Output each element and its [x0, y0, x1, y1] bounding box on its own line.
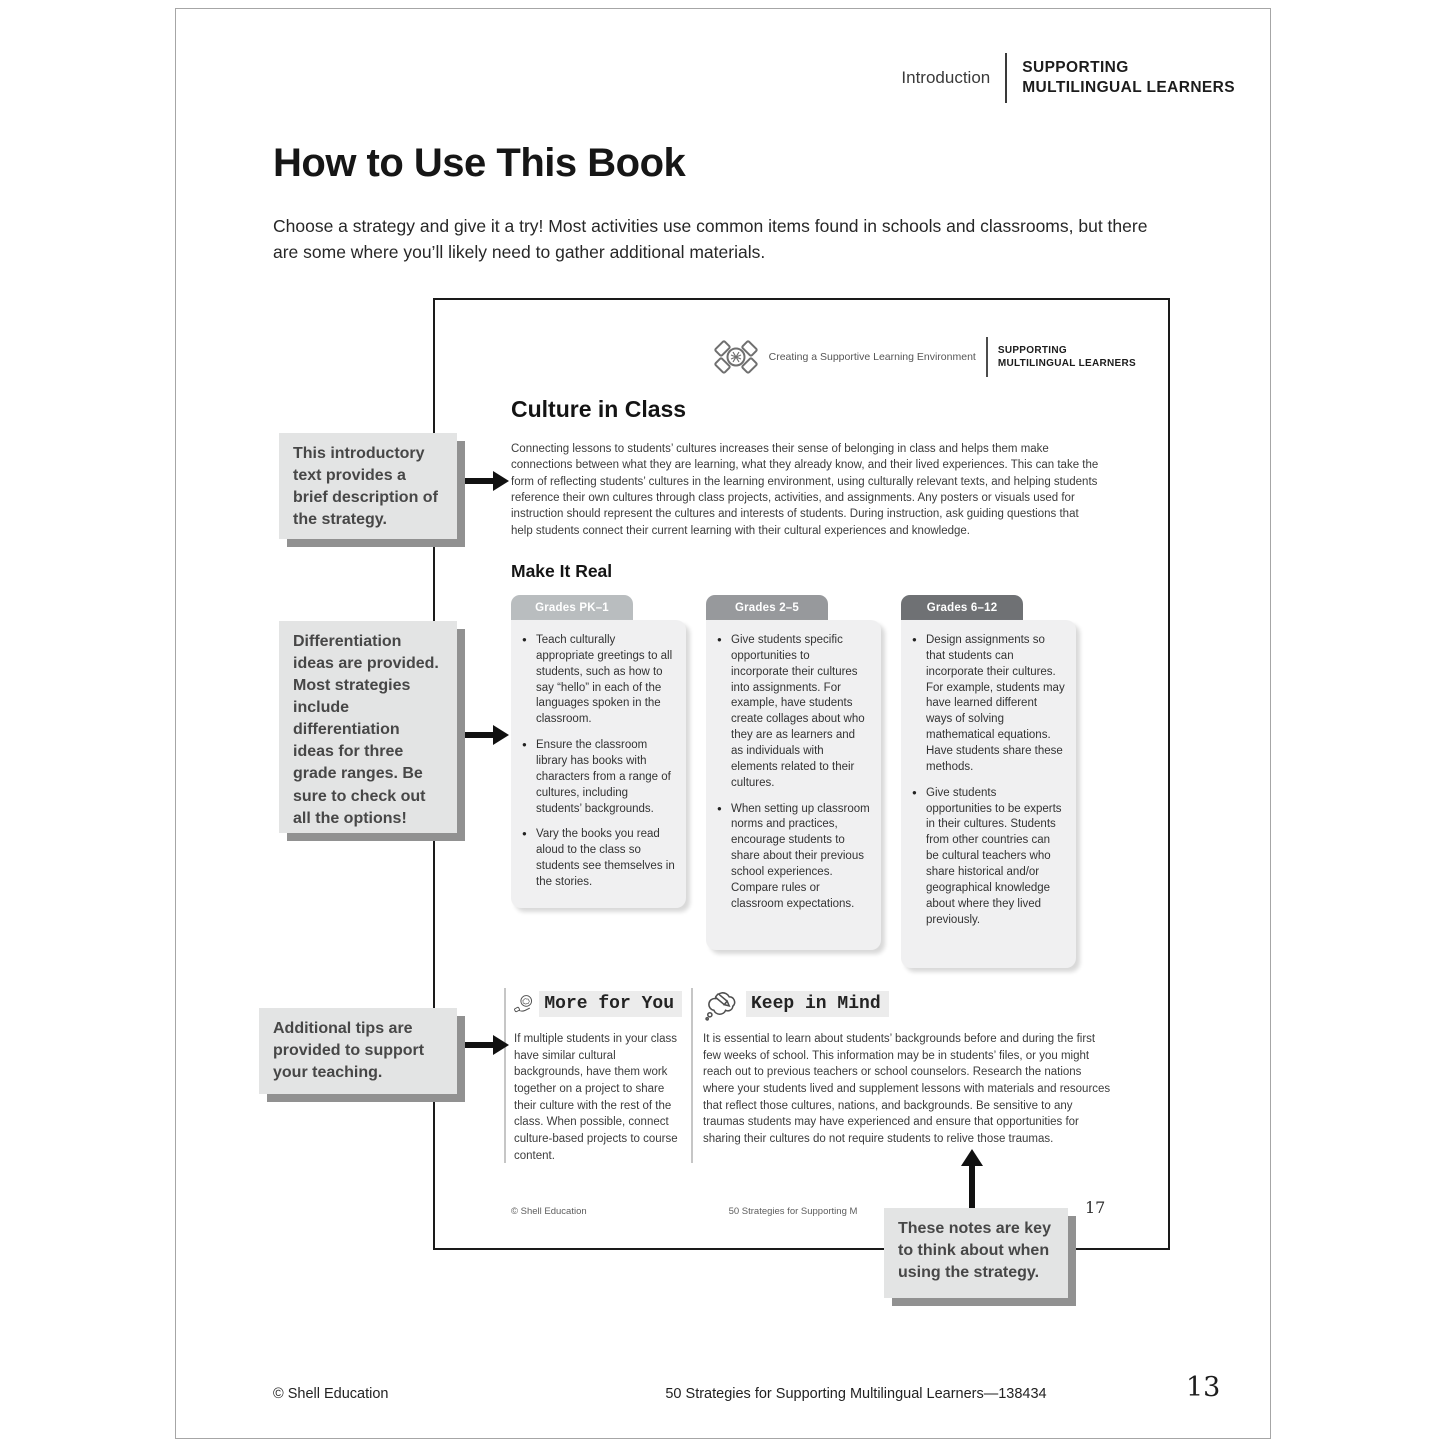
grade-column-6-12 [901, 595, 1076, 968]
brand-line1: SUPPORTING [1022, 58, 1129, 76]
grade-card-6-12 [901, 620, 1076, 968]
brand-title [1022, 58, 1235, 98]
grade-column-2-5 [706, 595, 881, 968]
keep-in-mind-text: It is essential to learn about students’ backgrounds before and during the first few weeks of school. This information may be in students’ files, or you might reach out to previous teachers or school counselors. Research the nations where your students lived and supplement lessons with materials and resources that reflect those cultures, nations, and backgrounds. Be sensitive to any traumas students may have experienced and ensure that opportunities for sharing their cultures do not require students to relive those traumas. [703, 1033, 1111, 1146]
more-for-you-text: If multiple students in your class have similar cultural backgrounds, have them work together on a project to share their culture with the rest of the class. When possible, connect culture-based projects to course content. [514, 1033, 678, 1162]
footer-page-number: 13 [1186, 1372, 1221, 1403]
sample-brand-title [998, 344, 1136, 371]
pencil-thought-bubble-icon [703, 986, 741, 1022]
callout-intro-note: This introductory text provides a brief description of the strategy. [279, 433, 457, 539]
tip-divider-bar [504, 988, 506, 1163]
bullet-item: ● Vary the books you read aloud to the class so students see themselves in the stories. [522, 827, 675, 890]
sample-brand-line1: SUPPORTING [997, 344, 1067, 356]
bullet-item: ● Design assignments so that students can incorporate their cultures. For example, students may have learned different ways of solving mathematical equations. Have students share these methods. [912, 633, 1065, 776]
grade-tab-6-12: Grades 6–12 [901, 595, 1023, 620]
callout-differentiation-note: Differentiation ideas are provided. Most strategies include differentiation ideas for three grade ranges. Be sure to check out all the options! [279, 621, 457, 833]
more-for-you-header [514, 986, 682, 1022]
running-header [901, 53, 1235, 103]
keep-in-mind-section [703, 986, 1111, 1148]
book-page [175, 8, 1271, 1439]
sample-header-divider [986, 337, 988, 377]
footer-book-title: 50 Strategies for Supporting Multilingual Learners—138434 [665, 1386, 1047, 1402]
bullet-item: ● Teach culturally appropriate greetings to all students, such as how to say “hello” in each of the languages spoken in the classroom. [522, 633, 675, 728]
grade-tab-2-5: Grades 2–5 [706, 595, 828, 620]
brand-line2: MULTILINGUAL LEARNERS [1022, 79, 1235, 96]
sample-brand-line2: MULTILINGUAL LEARNERS [997, 358, 1136, 369]
sample-footer-page-number: 17 [1085, 1198, 1106, 1217]
intro-paragraph: Choose a strategy and give it a try! Most activities use common items found in schools and classrooms, but there are some where you’ll likely need to gather additional materials. [273, 216, 1148, 263]
strategy-description: Connecting lessons to students’ cultures increases their sense of belonging in class and helps them make connections between what they are learning, what they already know, and their lived experiences. This can take the form of reflecting students’ cultures in the learning environment, using culturally relevant texts, and helping students reference their own cultures through class projects, activities, and assignments. Any posters or visuals used for instruction should represent the cultures and interests of students. During instruction, ask guiding questions that help students connect their current learning with their cultural experiences and knowledge. [511, 443, 1099, 537]
grade-column-pk1 [511, 595, 686, 968]
grade-card-2-5 [706, 620, 881, 950]
header-divider [1005, 53, 1007, 103]
tip-divider-bar [691, 988, 693, 1163]
make-it-real-heading: Make It Real [511, 561, 613, 581]
arrow-right-icon [457, 1035, 509, 1055]
arrow-right-icon [457, 471, 509, 491]
bullet-item: ● Give students specific opportunities to incorporate their cultures into assignments. For example, have students create collages about who they are as learners and as individuals with elements related to their cultures. [717, 633, 870, 792]
keep-in-mind-header [703, 986, 1111, 1022]
page-title: How to Use This Book [273, 141, 686, 185]
callout-keynotes-note: These notes are key to think about when using the strategy. [884, 1208, 1068, 1298]
sample-strategy-page [433, 298, 1170, 1250]
arrow-up-icon [961, 1149, 983, 1209]
callout-tips-note: Additional tips are provided to support your teaching. [259, 1008, 457, 1094]
hand-holding-head-icon [514, 986, 534, 1022]
more-for-you-section [514, 986, 682, 1164]
bullet-item: ● Give students opportunities to be experts in their cultures. Students from other countries can be cultural teachers who share historical and/or geographical knowledge about where they lived previously. [912, 786, 1065, 929]
grade-card-pk1 [511, 620, 686, 908]
section-label: Introduction [901, 68, 991, 87]
arrow-right-icon [457, 725, 509, 745]
sample-page-header [713, 334, 1136, 380]
footer-copyright: © Shell Education [273, 1386, 389, 1402]
strategy-title: Culture in Class [511, 396, 687, 422]
grade-tab-pk1: Grades PK–1 [511, 595, 633, 620]
sample-footer-title: 50 Strategies for Supporting M [728, 1206, 858, 1217]
grade-columns [511, 595, 1076, 968]
more-for-you-title: More for You [539, 991, 682, 1017]
bullet-item: ● When setting up classroom norms and practices, encourage students to share about their previous school experiences. Compare rules or classroom expectations. [717, 802, 870, 913]
sample-footer-copyright: © Shell Education [511, 1206, 587, 1217]
hands-together-icon [713, 334, 759, 380]
bullet-item: ● Ensure the classroom library has books with characters from a range of cultures, including students’ backgrounds. [522, 738, 675, 817]
keep-in-mind-title: Keep in Mind [746, 991, 889, 1017]
strategy-category-label: Creating a Supportive Learning Environment [768, 351, 976, 363]
